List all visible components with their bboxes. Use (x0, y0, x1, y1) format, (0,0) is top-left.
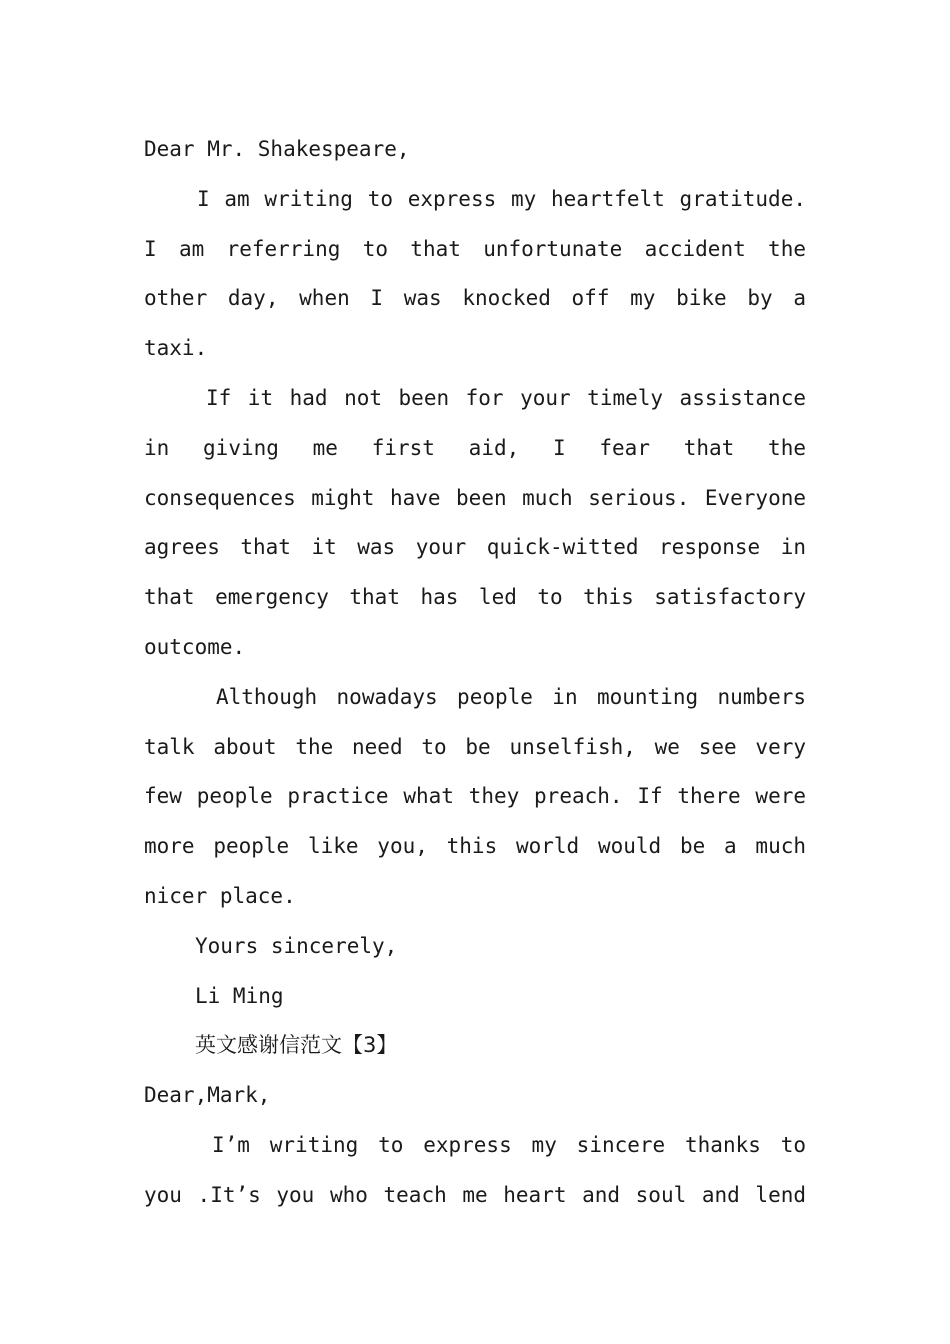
text-line: I am referring to that unfortunate accident the (144, 236, 806, 261)
text-line: nicer place. (144, 883, 296, 908)
text-line: I’m writing to express my sincere thanks to (212, 1132, 806, 1157)
text-line: talk about the need to be unselfish, we see very (144, 734, 806, 759)
text-line: few people practice what they preach. If there were (144, 784, 806, 809)
text-line: I am writing to express my heartfelt gratitude. (197, 186, 806, 211)
text-line: Although nowadays people in mounting numbers (216, 684, 806, 709)
paragraph-thanks (144, 1121, 806, 1221)
section-heading: 英文感谢信范文【3】 (195, 1033, 398, 1058)
text-line: agrees that it was your quick-witted response in (144, 535, 806, 560)
document-body (144, 125, 806, 1221)
signature: Li Ming (195, 983, 284, 1008)
text-line: taxi. (144, 336, 208, 361)
paragraph-gratitude (144, 175, 806, 374)
text-line: more people like you, this world would be a much (144, 834, 806, 859)
text-line: If it had not been for your timely assistance (206, 385, 806, 410)
salutation: Dear Mr. Shakespeare, (144, 137, 410, 161)
closing: Yours sincerely, (195, 933, 398, 958)
text-line: that emergency that has led to this satisfactory (144, 585, 806, 610)
text-line: in giving me first aid, I fear that the (144, 435, 806, 460)
text-line: consequences might have been much serious. Everyone (144, 485, 806, 510)
paragraph-unselfish (144, 673, 806, 922)
text-line: you .It’s you who teach me heart and soul and lend (144, 1182, 806, 1207)
salutation-2: Dear,Mark, (144, 1083, 271, 1108)
text-line: other day, when I was knocked off my bike by a (144, 286, 806, 311)
paragraph-assistance (144, 374, 806, 673)
text-line: outcome. (144, 634, 246, 659)
